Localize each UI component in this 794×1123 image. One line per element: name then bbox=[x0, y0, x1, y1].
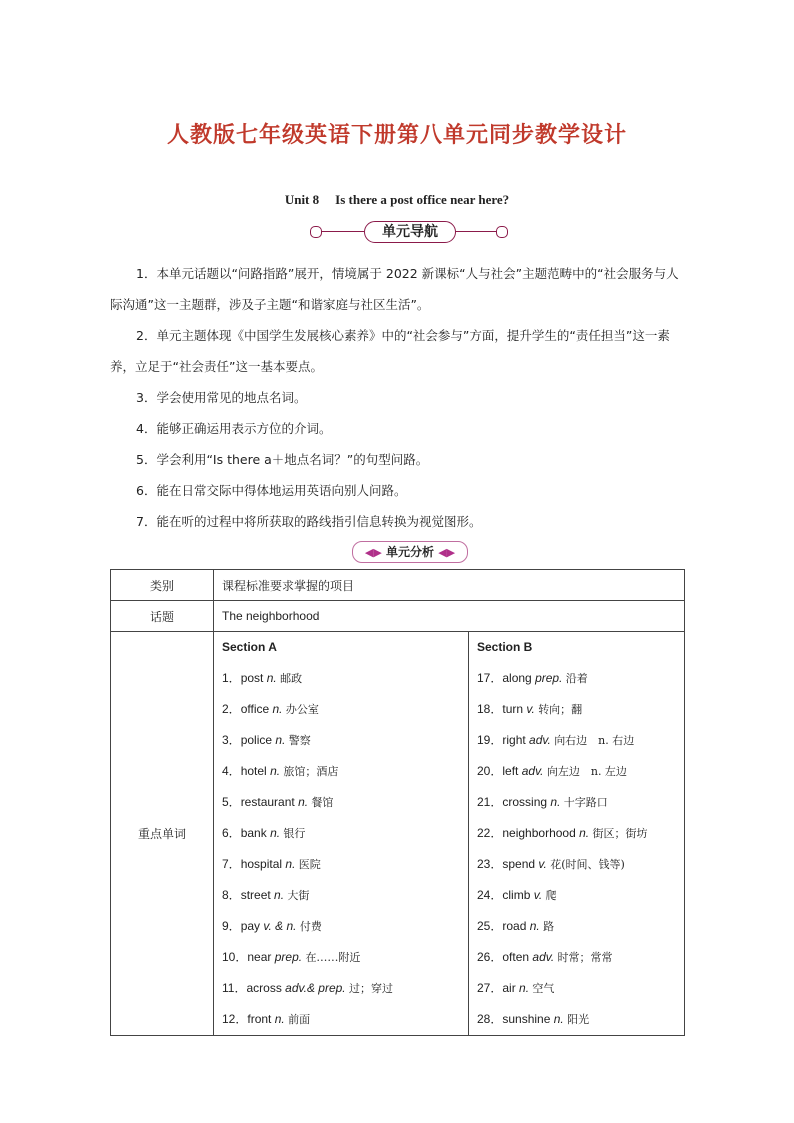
cell-content-header: 课程标准要求掌握的项目 bbox=[214, 570, 685, 601]
section-b-column bbox=[469, 632, 685, 1036]
paragraph-3: 3．学会使用常见的地点名词。 bbox=[136, 390, 307, 405]
vocab-pos: n. bbox=[579, 826, 590, 840]
vocab-word: pay bbox=[240, 919, 261, 933]
vocab-pos: n. bbox=[274, 1012, 285, 1026]
vocab-number: 27． bbox=[477, 981, 503, 995]
vocab-item bbox=[477, 663, 676, 694]
section-b-list bbox=[477, 663, 676, 1035]
vocab-number: 1． bbox=[222, 671, 241, 685]
vocab-number: 20． bbox=[477, 764, 503, 778]
page-title: 人教版七年级英语下册第八单元同步教学设计 bbox=[166, 122, 627, 148]
section-a-heading: Section A bbox=[222, 640, 277, 654]
vocab-pos: n. bbox=[270, 826, 281, 840]
vocab-item bbox=[222, 911, 460, 942]
vocab-item bbox=[222, 663, 460, 694]
vocab-meaning: 在……附近 bbox=[305, 951, 361, 964]
vocab-number: 10． bbox=[222, 950, 248, 964]
vocab-number: 25． bbox=[477, 919, 503, 933]
section-b-heading: Section B bbox=[477, 640, 533, 654]
vocab-number: 24． bbox=[477, 888, 503, 902]
vocab-item bbox=[222, 787, 460, 818]
vocab-word: restaurant bbox=[240, 795, 295, 809]
vocab-item bbox=[477, 911, 676, 942]
cell-topic-label: 话题 bbox=[111, 601, 214, 632]
vocab-word: neighborhood bbox=[502, 826, 576, 840]
vocab-item bbox=[222, 973, 460, 1004]
vocab-meaning: 旅馆；酒店 bbox=[283, 765, 339, 778]
vocab-item bbox=[477, 942, 676, 973]
vocab-word: street bbox=[240, 888, 271, 902]
vocab-item bbox=[222, 1004, 460, 1035]
vocab-meaning: 银行 bbox=[283, 827, 306, 840]
vocab-meaning: 路 bbox=[543, 920, 555, 933]
vocab-meaning: 付费 bbox=[299, 920, 322, 933]
vocab-pos: prep. bbox=[274, 950, 303, 964]
vocab-word: near bbox=[247, 950, 272, 964]
vocab-item bbox=[477, 694, 676, 725]
analysis-table bbox=[110, 569, 685, 1036]
vocab-number: 12． bbox=[222, 1012, 248, 1026]
vocab-item bbox=[222, 756, 460, 787]
vocab-pos: n. bbox=[529, 919, 540, 933]
vocab-number: 3． bbox=[222, 733, 241, 747]
vocab-word: right bbox=[502, 733, 526, 747]
cell-words-label: 重点单词 bbox=[111, 632, 214, 1036]
unit-heading bbox=[0, 192, 794, 208]
vocab-item bbox=[477, 725, 676, 756]
vocab-meaning: 转向；翻 bbox=[538, 703, 583, 716]
vocab-word: police bbox=[240, 733, 273, 747]
cell-topic-value: The neighborhood bbox=[214, 601, 685, 632]
vocab-number: 8． bbox=[222, 888, 241, 902]
vocab-pos: prep. bbox=[535, 671, 563, 685]
vocab-pos: n. bbox=[272, 702, 283, 716]
vocab-meaning: 沿着 bbox=[565, 672, 588, 685]
vocab-item bbox=[222, 849, 460, 880]
vocab-word: road bbox=[502, 919, 527, 933]
vocab-word: office bbox=[240, 702, 270, 716]
paragraph-5: 5．学会利用“Is there a＋地点名词？”的句型问路。 bbox=[136, 452, 429, 467]
banner-label: 单元导航 bbox=[364, 221, 456, 243]
vocab-pos: v. bbox=[533, 888, 543, 902]
vocab-item bbox=[222, 694, 460, 725]
vocab-item bbox=[477, 849, 676, 880]
vocab-number: 19． bbox=[477, 733, 503, 747]
vocab-meaning: 医院 bbox=[298, 858, 321, 871]
vocab-meaning: 空气 bbox=[532, 982, 555, 995]
vocab-number: 11． bbox=[222, 981, 247, 995]
vocab-number: 4． bbox=[222, 764, 241, 778]
vocab-pos: adv.& prep. bbox=[285, 981, 346, 995]
unit-label: Unit 8 bbox=[284, 192, 320, 207]
vocab-number: 22． bbox=[477, 826, 503, 840]
vocab-number: 5． bbox=[222, 795, 241, 809]
vocab-word: hotel bbox=[240, 764, 267, 778]
unit-title: Is there a post office near here? bbox=[335, 192, 510, 207]
vocab-number: 7． bbox=[222, 857, 241, 871]
vocab-pos: n. bbox=[298, 795, 309, 809]
vocab-item bbox=[477, 1004, 676, 1035]
vocab-item bbox=[477, 880, 676, 911]
cell-category-header: 类别 bbox=[111, 570, 214, 601]
sub-banner-label: 单元分析 bbox=[385, 545, 434, 559]
vocab-word: climb bbox=[502, 888, 531, 902]
vocab-meaning: 餐馆 bbox=[311, 796, 334, 809]
vocab-pos: n. bbox=[275, 733, 286, 747]
vocab-word: along bbox=[502, 671, 532, 685]
vocab-meaning: 警察 bbox=[288, 734, 311, 747]
vocab-meaning: 过；穿过 bbox=[348, 982, 393, 995]
paragraph-6: 6．能在日常交际中得体地运用英语向别人问路。 bbox=[136, 483, 407, 498]
vocab-item bbox=[477, 818, 676, 849]
paragraph-4: 4．能够正确运用表示方位的介词。 bbox=[136, 421, 332, 436]
vocab-number: 28． bbox=[477, 1012, 503, 1026]
section-a-column bbox=[214, 632, 469, 1036]
section-banner-navigation bbox=[314, 219, 504, 245]
paragraph-2: 2．单元主题体现《中国学生发展核心素养》中的“社会参与”方面，提升学生的“责任担当”这一素养，立足于“社会责任”这一基本要点。 bbox=[110, 328, 670, 374]
vocab-meaning: 办公室 bbox=[285, 703, 319, 716]
vocab-meaning: 邮政 bbox=[280, 672, 303, 685]
vocab-meaning: 街区；街坊 bbox=[592, 827, 648, 840]
vocab-meaning: 向右边 n. 右边 bbox=[554, 734, 635, 747]
vocab-number: 26． bbox=[477, 950, 503, 964]
vocab-item bbox=[222, 880, 460, 911]
vocab-pos: adv. bbox=[529, 733, 551, 747]
vocab-pos: v. bbox=[538, 857, 547, 871]
vocab-word: bank bbox=[240, 826, 267, 840]
banner-cap-left bbox=[310, 226, 322, 238]
vocab-meaning: 前面 bbox=[288, 1013, 311, 1026]
vocab-item bbox=[477, 787, 676, 818]
vocab-word: turn bbox=[502, 702, 524, 716]
vocab-word: crossing bbox=[502, 795, 548, 809]
vocab-item bbox=[222, 818, 460, 849]
vocab-word: air bbox=[502, 981, 516, 995]
vocab-pos: n. bbox=[553, 1012, 564, 1026]
arrow-left-icon: ◀▶ bbox=[364, 546, 382, 559]
vocab-number: 21． bbox=[477, 795, 503, 809]
section-banner-analysis bbox=[352, 541, 468, 563]
vocab-word: sunshine bbox=[502, 1012, 551, 1026]
vocab-word: spend bbox=[502, 857, 536, 871]
paragraph-7: 7．能在听的过程中将所获取的路线指引信息转换为视觉图形。 bbox=[136, 514, 482, 529]
vocab-meaning: 花(时间、钱等) bbox=[550, 858, 625, 871]
vocab-pos: n. bbox=[285, 857, 296, 871]
vocab-word: hospital bbox=[240, 857, 283, 871]
vocab-item bbox=[477, 973, 676, 1004]
vocab-pos: n. bbox=[550, 795, 561, 809]
paragraph-1: 1．本单元话题以“问路指路”展开，情境属于 2022 新课标“人与社会”主题范畴中的“社会服务与人际沟通”这一主题群，涉及子主题“和谐家庭与社区生活”。 bbox=[110, 266, 679, 312]
vocab-number: 2． bbox=[222, 702, 241, 716]
vocab-meaning: 爬 bbox=[545, 889, 557, 902]
vocab-word: often bbox=[502, 950, 530, 964]
banner-cap-right bbox=[496, 226, 508, 238]
vocab-number: 9． bbox=[222, 919, 241, 933]
vocab-meaning: 十字路口 bbox=[563, 796, 608, 809]
vocab-number: 17． bbox=[477, 671, 503, 685]
vocab-item bbox=[222, 942, 460, 973]
vocab-number: 23． bbox=[477, 857, 503, 871]
table-row-topic bbox=[111, 601, 685, 632]
vocab-number: 6． bbox=[222, 826, 241, 840]
vocab-meaning: 向左边 n. 左边 bbox=[546, 765, 627, 778]
vocab-meaning: 大街 bbox=[287, 889, 310, 902]
vocab-number: 18． bbox=[477, 702, 503, 716]
vocab-pos: n. bbox=[519, 981, 530, 995]
vocab-meaning: 阳光 bbox=[567, 1013, 590, 1026]
vocab-meaning: 时常；常常 bbox=[557, 951, 613, 964]
section-a-list bbox=[222, 663, 460, 1035]
vocab-pos: n. bbox=[266, 671, 277, 685]
vocab-pos: n. bbox=[274, 888, 285, 902]
table-row-words bbox=[111, 632, 685, 1036]
vocab-pos: v. bbox=[526, 702, 535, 716]
vocab-pos: adv. bbox=[521, 764, 544, 778]
vocab-pos: adv. bbox=[532, 950, 555, 964]
vocab-item bbox=[477, 756, 676, 787]
vocab-word: left bbox=[502, 764, 519, 778]
vocab-word: across bbox=[246, 981, 282, 995]
vocab-pos: v. & n. bbox=[263, 919, 297, 933]
vocab-word: post bbox=[240, 671, 264, 685]
table-row-header bbox=[111, 570, 685, 601]
vocab-word: front bbox=[247, 1012, 272, 1026]
vocab-item bbox=[222, 725, 460, 756]
vocab-pos: n. bbox=[270, 764, 281, 778]
intro-paragraphs bbox=[110, 258, 690, 537]
arrow-right-icon: ◀▶ bbox=[438, 546, 456, 559]
